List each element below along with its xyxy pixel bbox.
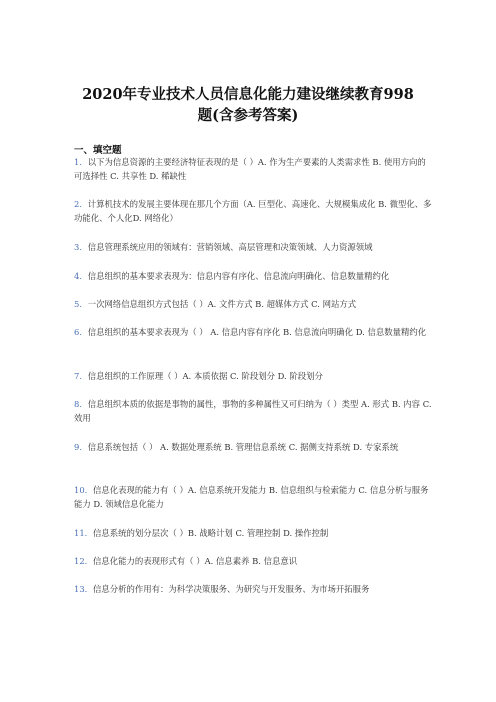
title-line-2: 题(含参考答案) [197,107,299,124]
question-number: 13． [74,584,94,594]
question-item [74,198,434,225]
question-item [74,527,434,541]
document-title [60,84,436,126]
question-text: 信息组织的工作原理（ ）A. 本质依据 C. 阶段划分 D. 阶段划分 [87,371,323,381]
question-item [74,270,434,284]
question-text: 信息系统包括（ ） A. 数据处理系统 B. 管理信息系统 C. 据侧支持系统 D. 专家系统 [87,442,399,452]
question-text: 信息组织本质的依据是事物的属性，事物的多种属性又可归纳为（ ）类型 A. 形式 B. 内容 C. 效用 [74,399,432,423]
question-item [74,398,434,425]
question-item [74,441,434,455]
question-text: 信息组织的基本要求表现为（ ） A. 信息内容有序化 B. 信息流向明确化 D. 信息数量精约化 [87,327,427,337]
question-number: 5． [74,299,88,309]
question-text: 一次网络信息组织方式包括（ ）A. 文件方式 B. 超媒体方式 C. 网站方式 [87,299,357,309]
question-text: 计算机技术的发展主要体现在那几个方面（A. 巨型化、高速化、大规模集成化 B. 微型化、多功能化、个人化D. 网络化） [74,199,432,223]
question-text: 信息系统的划分层次（ ）B. 战略计划 C. 管理控制 D. 操作控制 [93,528,329,538]
question-item [74,326,434,340]
question-number: 3． [74,242,88,252]
question-number: 7． [74,371,88,381]
question-number: 11． [74,528,94,538]
question-item [74,156,434,183]
question-text: 信息管理系统应用的领域有：营销领域、高层管理和决策领域、人力资源领域 [87,242,373,252]
question-item [74,583,434,597]
question-text: 信息组织的基本要求表现为：信息内容有序化、信息流向明确化、信息数量精约化 [87,271,390,281]
question-text: 以下为信息资源的主要经济特征表现的是（ ）A. 作为生产要素的人类需求性 B. 使用方向的可选择性 C. 共享性 D. 稀缺性 [74,157,426,181]
question-item [74,370,434,384]
question-number: 10． [74,485,94,495]
question-item [74,241,434,255]
question-number: 6． [74,327,88,337]
question-text: 信息化能力的表现形式有（ ）A. 信息素养 B. 信息意识 [93,556,298,566]
question-item [74,484,434,511]
title-line-1: 2020年专业技术人员信息化能力建设继续教育998 [82,86,414,103]
question-item [74,555,434,569]
section-heading: 一、填空题 [74,145,122,156]
question-number: 9． [74,442,88,452]
question-number: 2． [74,199,88,209]
question-number: 8． [74,399,88,409]
question-item [74,298,434,312]
question-number: 1． [74,157,88,167]
question-text: 信息化表现的能力有（ ）A. 信息系统开发能力 B. 信息组织与检索能力 C. 信息分析与服务能力 D. 领域信息化能力 [74,485,429,509]
question-number: 4． [74,271,88,281]
question-number: 12． [74,556,94,566]
question-text: 信息分析的作用有：为科学决策服务、为研究与开发服务、为市场开拓服务 [93,584,370,594]
